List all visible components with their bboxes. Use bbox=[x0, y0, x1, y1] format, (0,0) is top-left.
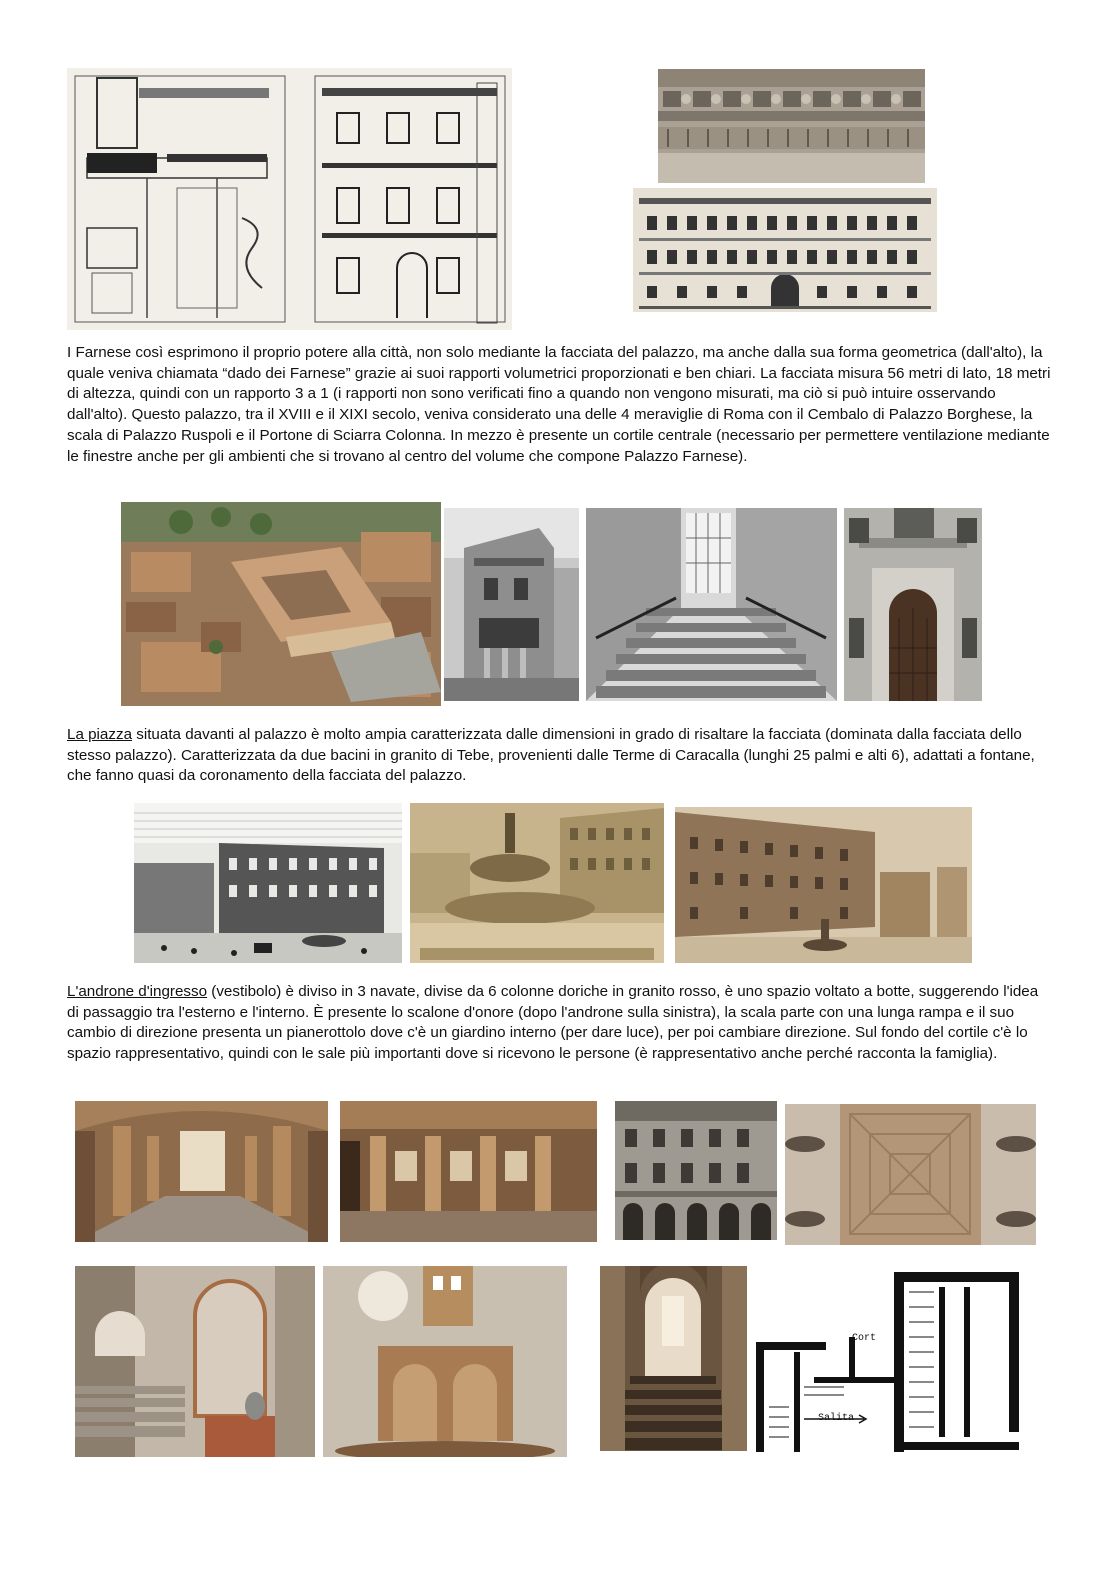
courtyard-facade-photo bbox=[615, 1101, 777, 1240]
cornice-frieze-photo bbox=[658, 69, 925, 183]
portone-sciarra-photo bbox=[844, 508, 982, 701]
plan-label-salita: Salita bbox=[818, 1413, 855, 1424]
palazzo-borghese-cembalo-photo bbox=[444, 508, 579, 701]
androne-link-text: L'androne d'ingresso bbox=[67, 983, 208, 1000]
paragraph-piazza bbox=[67, 725, 1052, 787]
architectural-drawing-image bbox=[67, 68, 512, 330]
facade-elevation-engraving bbox=[633, 188, 937, 312]
aerial-view-photo bbox=[121, 502, 441, 706]
paragraph-dado-farnese: I Farnese così esprimono il proprio potere alla città, non solo mediante la facciata del palazzo, ma anche dalla sua forma geometrica (dall'alto), la quale veniva chiamata “dado dei Farnese” grazie ai suoi rapporti volumetrici proporzionati e ben chiari. La facciata misura 56 metri di lato, 18 metri di altezza, quindi con un rapporto 3 a 1 (i rapporti non sono verificati fino a quando non vengono misurati, ma ciò si può intuire osservando dall'alto). Questo palazzo, tra il XVIII e il XIXI secolo, veniva considerato una delle 4 meraviglie di Roma con il Cembalo di Palazzo Borghese, la scala di Palazzo Ruspoli e il Portone di Sciarra Colonna. In mezzo è presente un cortile centrale (necessario per permettere ventilazione mediante le finestre anche per gli ambienti che si trovano al centro del volume che compone Palazzo Farnese). bbox=[67, 344, 1051, 465]
vestibule-colonnade-photo bbox=[75, 1101, 328, 1242]
piazza-link-text: La piazza bbox=[67, 726, 133, 743]
floor-plan-drawing bbox=[754, 1267, 1022, 1455]
grand-staircase-photo bbox=[75, 1266, 315, 1457]
piazza-text: situata davanti al palazzo è molto ampia caratterizzata dalle dimensioni in grado di risaltare la facciata (dominata dalla facciata dello stesso palazzo). Caratterizzata da due bacini in granito di Tebe, provenienti dalle Terme di Caracalla (lunghi 25 palmi e alti 6), adattati a fontane, che fanno quasi da coronamento della facciata del palazzo. bbox=[67, 726, 1035, 785]
plan-label-cort: Cort bbox=[852, 1333, 877, 1344]
androne-text: (vestibolo) è diviso in 3 navate, divise da 6 colonne doriche in granito rosso, è uno spazio voltato a botte, suggerendo l'idea di passaggio tra l'esterno e l'interno. È presente lo scalone d'onore (dopo l'androne sulla sinistra), la scala parte con una lunga rampa e il suo cambio di direzione presenta un pianerottolo dove c'è un giardino interno (per dare luce), per poi cambiare direzione. Sul fondo del cortile c'è lo spazio rappresentativo, quindi con le sale più importanti dove si ricevono le persone (è rappresentativo anche perché racconta la famiglia). bbox=[67, 983, 1039, 1063]
nymphaeum-wall-photo bbox=[323, 1266, 567, 1457]
vault-ceiling-photo bbox=[785, 1104, 1036, 1245]
fountain-engraving-sepia bbox=[410, 803, 664, 963]
paragraph-androne bbox=[67, 982, 1052, 1065]
piazza-farnese-old-photo bbox=[675, 807, 972, 963]
corridor-staircase-photo bbox=[600, 1266, 747, 1451]
staircase-ruspoli-photo bbox=[586, 508, 837, 701]
vestibule-side-photo bbox=[340, 1101, 597, 1242]
piazza-engraving-image bbox=[134, 803, 402, 963]
